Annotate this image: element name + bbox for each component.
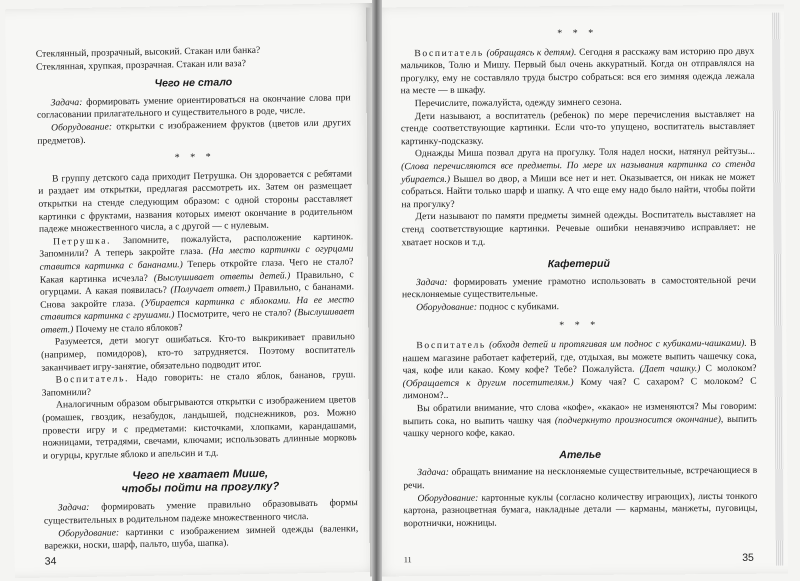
equipment-label: Оборудование: xyxy=(51,121,113,134)
task-label: Задача: xyxy=(417,467,449,479)
dialogue-paragraph: Воспитатель (обходя детей и протягивая им поднос с кубиками-чашками). В нашем магазине работает кафетерий, где, отдыхая, вы можете выпить чашечку сока, чая, кофе или какао. Кому кофе? Тебе? Пожалуйста. (Дает чашку.) С молоком? (Обращается к другим посетителям.) Кому чая? С сахаром? С молоком? С лимоном?.. xyxy=(402,337,757,402)
dialogue-paragraph: Воспитатель. Надо говорить: не стало яблок, бананов, груш. Запомнили? xyxy=(41,369,356,399)
equipment-label: Оборудование: xyxy=(58,526,120,540)
task-label: Задача: xyxy=(57,502,90,514)
left-text-column xyxy=(36,43,359,553)
equipment-paragraph: Оборудование: открытки с изображением фруктов (цветов или других предметов). xyxy=(37,117,352,147)
page-number: 35 xyxy=(742,551,754,564)
story-paragraph: Однажды Миша позвал друга на прогулку. Толя надел носки, натянул рейтузы... (Слова перечисляются все предметы. По мере их называния картинка со стенда убирается.) Вышел во двор, а Миши все нет и нет. Оказывается, он никак не может собраться. Найти только шарф и шапку. А что еще ему надо было найти, чтобы пойти на прогулку? xyxy=(401,146,756,210)
task-paragraph: Задача: формировать умение ориентироваться на окончание слова при согласовании прилагательного и существительного в роде, числе. xyxy=(36,92,351,122)
left-page xyxy=(5,3,385,578)
speaker-name: Воспитатель xyxy=(416,339,486,352)
page-edge-stack xyxy=(772,13,784,566)
section-divider-stars: * * * xyxy=(559,320,600,332)
body-paragraph: Дети называют, а воспитатель (ребенок) по мере перечисления выставляет на стенде соответствующие картинки. Если что-то упущено, воспитатель выставляет картинку-подсказку. xyxy=(400,108,755,147)
body-paragraph: Вы обратили внимание, что слова «кофе», «какао» не изменяются? Мы говорим: выпить сока, но выпить чашку чая (подчеркнуто произносится окончание), выпить чашку черного кофе, какао. xyxy=(402,400,757,440)
dialogue-paragraph: Петрушка. Запомните, пожалуйста, расположение картинок. Запомнили? А теперь закройте глаза. (На место картинки с огурцами ставится картинка с бананами.) Теперь откройте глаза. Чего не стало? Какая картинка исчезла? (Выслушивает ответы детей.) Правильно, с огурцами. А какая появилась? (Получает ответ.) Правильно, с бананами. Снова закройте глаза. (Убирается картинка с яблоками. На ее место ставится картинка с грушами.) Посмотрите, чего не стало? (Выслушивает ответ.) Почему не стало яблоков? xyxy=(39,230,355,336)
equipment-label: Оборудование: xyxy=(416,301,478,313)
task-paragraph: Задача: формировать умение грамотно использовать в самостоятельной речи несклоняемые существительные. xyxy=(401,274,756,301)
section-heading-chego-ne-stalo: Чего не стало xyxy=(154,76,233,90)
task-paragraph: Задача: обращать внимание на несклоняемые существительные, встречающиеся в речи. xyxy=(403,465,758,492)
book-gutter xyxy=(372,0,382,581)
dialogue-paragraph: Воспитатель (обращаясь к детям). Сегодня я расскажу вам историю про двух мальчиков, Толю и Мишу. Первый был очень аккуратный. Когда он отправлялся на прогулку, ему не составляло труда быстро собраться: вся его зимняя одежда лежала на месте — в шкафу. xyxy=(400,45,755,97)
equipment-label: Оборудование: xyxy=(417,492,479,504)
body-paragraph: Дети называют по памяти предметы зимней одежды. Воспитатель выставляет на стенд соответствующие картинки. Речевые ошибки ненавязчиво исправляет: не хватает носков и т.д. xyxy=(401,209,756,248)
equipment-paragraph: Оборудование: поднос с кубиками. xyxy=(416,301,560,313)
body-paragraph: В группу детского сада приходит Петрушка. Он здоровается с ребятами и раздает им открытки, предлагая рассмотреть их. Затем он размещает открытки на стенде следующим образом: с одной стороны расставляет картинки с фруктами, названия которых имеют окончание в родительном падеже множественного числа, а с другой — с нулевым. xyxy=(38,167,353,235)
speaker-name: Воспитатель. xyxy=(55,373,130,386)
right-text-column xyxy=(400,27,757,531)
equipment-paragraph: Оборудование: картонные куклы (согласно количеству играющих), листы тонкого картона, разноцветная бумага, накладные детали — карманы, манжеты, пуговицы, воротнички, ножницы. xyxy=(403,490,758,529)
section-heading-chego-ne-hvataet: Чего не хватает Мише, чтобы пойти на прогулку? xyxy=(121,468,280,496)
section-divider-stars: * * * xyxy=(174,151,215,164)
body-paragraph: Аналогичным образом обыгрываются открытки с изображением цветов (ромашек, гвоздик, незабудок, ландышей, подснежников, роз. Можно провести игру и с предметами: кисточками, хлопками, карандашами, ножницами, тетрадями, свечами, ключами; использовать длинные морковь и огурцы, круглые яблоко и апельсин и т.д. xyxy=(42,394,357,462)
intro-line-2: Стеклянная, хрупкая, прозрачная. Стакан или ваза? xyxy=(35,57,247,73)
equipment-paragraph: Оборудование: картинки с изображением зимней одежды (валенки, варежки, носки, шарф, пальто, шуба, шапка). xyxy=(44,522,359,552)
task-label: Задача: xyxy=(50,96,83,109)
section-heading-atelie: Ателье xyxy=(559,448,602,461)
body-paragraph: Перечислите, пожалуйста, одежду зимнего сезона. xyxy=(414,96,622,110)
section-divider-stars: * * * xyxy=(557,27,598,40)
right-page xyxy=(366,5,788,577)
task-label: Задача: xyxy=(415,276,448,288)
page-mark: 11 xyxy=(403,555,412,565)
page-number: 34 xyxy=(44,555,57,568)
intro-line-1: Стеклянный, прозрачный, высокий. Стакан или банка? xyxy=(35,44,261,60)
speaker-name: Воспитатель xyxy=(414,47,484,59)
body-paragraph: Разумеется, дети могут ошибаться. Кто-то выкрикивает правильно (например, помидоров), кто-то затрудняется. Поэтому воспитатель заканчивает игру-занятие, обязательно подводит итог. xyxy=(41,331,356,374)
section-heading-kafeteriy: Кафетерий xyxy=(547,257,610,271)
speaker-name: Петрушка. xyxy=(53,235,112,248)
task-paragraph: Задача: формировать умение правильно образовывать формы существительных в родительном падеже множественного числа. xyxy=(43,497,358,527)
